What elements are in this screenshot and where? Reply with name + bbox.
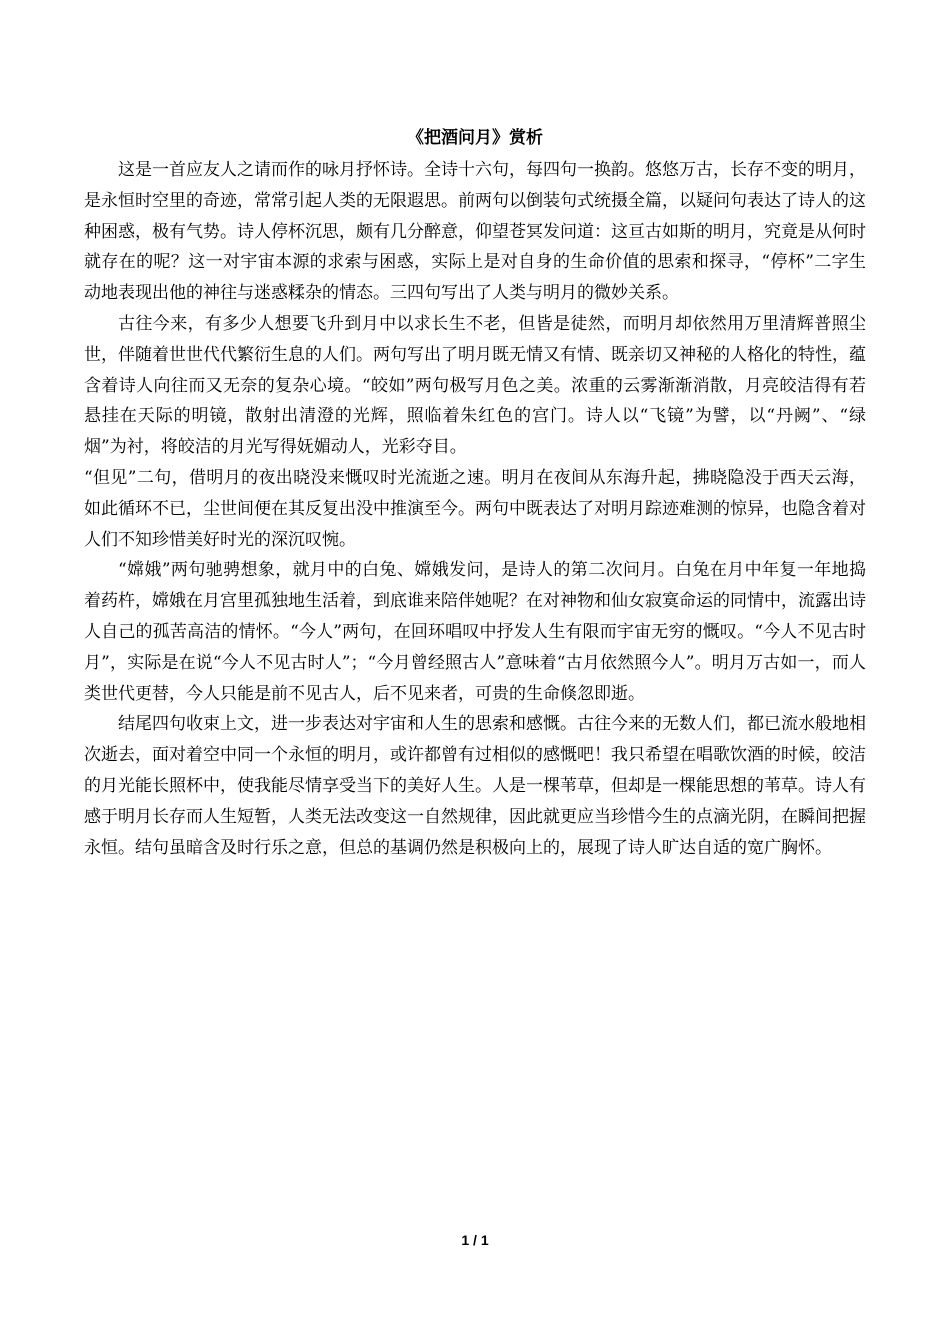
paragraph: 结尾四句收束上文，进一步表达对宇宙和人生的思索和感慨。古往今来的无数人们，都已流水般地相次逝去，面对着空中同一个永恒的明月，或许都曾有过相似的感慨吧！我只希望在唱歌饮酒的时候，皎洁的月光能长照杯中，使我能尽情享受当下的美好人生。人是一棵苇草，但却是一棵能思想的苇草。诗人有感于明月长存而人生短暂，人类无法改变这一自然规律，因此就更应当珍惜今生的点滴光阴，在瞬间把握永恒。结句虽暗含及时行乐之意，但总的基调仍然是积极向上的，展现了诗人旷达自适的宽广胸怀。	[84, 714, 866, 858]
paragraph: “但见”二句，借明月的夜出晓没来慨叹时光流逝之速。明月在夜间从东海升起，拂晓隐没于西天云海，如此循环不已，尘世间便在其反复出没中推演至今。两句中既表达了对明月踪迹难测的惊异，也隐含着对人们不知珍惜美好时光的深沉叹惋。	[84, 467, 866, 550]
page-number: 1 / 1	[461, 1232, 489, 1248]
paragraph: 这是一首应友人之请而作的咏月抒怀诗。全诗十六句，每四句一换韵。悠悠万古，长存不变的明月，是永恒时空里的奇迹，常常引起人类的无限遐思。前两句以倒装句式统摄全篇，以疑问句表达了诗人的这种困惑，极有气势。诗人停杯沉思，颇有几分醉意，仰望苍冥发问道：这亘古如斯的明月，究竟是从何时就存在的呢？这一对宇宙本源的求索与困惑，实际上是对自身的生命价值的思索和探寻，“停杯”二字生动地表现出他的神往与迷惑糅杂的情态。三四句写出了人类与明月的微妙关系。	[84, 160, 866, 304]
paragraph: 古往今来，有多少人想要飞升到月中以求长生不老，但皆是徒然，而明月却依然用万里清辉普照尘世，伴随着世世代代繁衍生息的人们。两句写出了明月既无情又有情、既亲切又神秘的人格化的特性，蕴含着诗人向往而又无奈的复杂心境。“皎如”两句极写月色之美。浓重的云雾渐渐消散，月亮皎洁得有若悬挂在天际的明镜，散射出清澄的光辉，照临着朱红色的宫门。诗人以“飞镜”为譬，以“丹阙”、“绿烟”为衬，将皎洁的月光写得妩媚动人，光彩夺目。	[84, 313, 866, 458]
document-body	[84, 155, 866, 863]
paragraph: “嫦娥”两句驰骋想象，就月中的白兔、嫦娥发问，是诗人的第二次问月。白兔在月中年复一年地捣着药杵，嫦娥在月宫里孤独地生活着，到底谁来陪伴她呢？在对神物和仙女寂寞命运的同情中，流露出诗人自己的孤苦高洁的情怀。“今人”两句，在回环唱叹中抒发人生有限而宇宙无穷的慨叹。“今人不见古时月”，实际是在说“今人不见古时人”；“今月曾经照古人”意味着“古月依然照今人”。明月万古如一，而人类世代更替，今人只能是前不见古人，后不见来者，可贵的生命倏忽即逝。	[84, 560, 866, 704]
document-title: 《把酒问月》赏析	[407, 128, 543, 148]
